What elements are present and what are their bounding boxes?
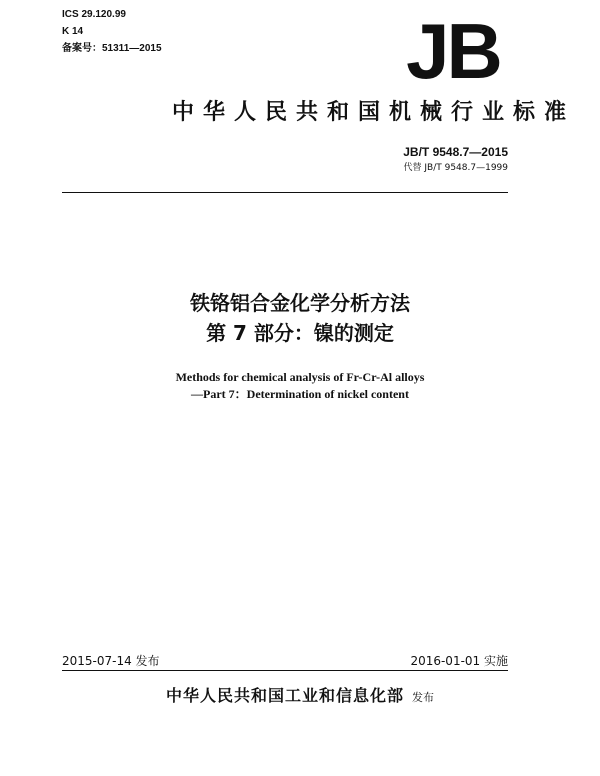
title-chinese: 铁铬铝合金化学分析方法 — [190, 291, 410, 315]
title-english-part: —Part 7：Determination of nickel content — [191, 387, 409, 401]
standard-number: JB/T 9548.7—2015 — [403, 145, 508, 159]
standard-category: 中华人民共和国机械行业标准 — [171, 100, 575, 125]
ccs-code: K 14 — [62, 26, 84, 37]
implementation-date: 2016-01-01 实施 — [410, 654, 508, 668]
publish-label: 发布 — [412, 691, 434, 704]
bottom-divider — [62, 670, 508, 671]
issue-date: 2015-07-14 发布 — [62, 654, 160, 668]
jb-logo — [378, 16, 528, 86]
title-chinese-part: 第 7 部分：镍的测定 — [206, 321, 394, 345]
filing-number: 备案号：51311—2015 — [62, 43, 162, 54]
ics-code: ICS 29.120.99 — [62, 9, 126, 20]
jb-logo-text: JB — [406, 16, 500, 86]
title-english: Methods for chemical analysis of Fr-Cr-Al alloys — [175, 370, 425, 384]
replaces-standard: 代替 JB/T 9548.7—1999 — [403, 163, 508, 173]
publisher — [0, 684, 600, 710]
publisher-name: 中华人民共和国工业和信息化部 — [165, 686, 404, 705]
top-divider — [62, 192, 508, 193]
jb-logo-graphic — [378, 16, 528, 86]
